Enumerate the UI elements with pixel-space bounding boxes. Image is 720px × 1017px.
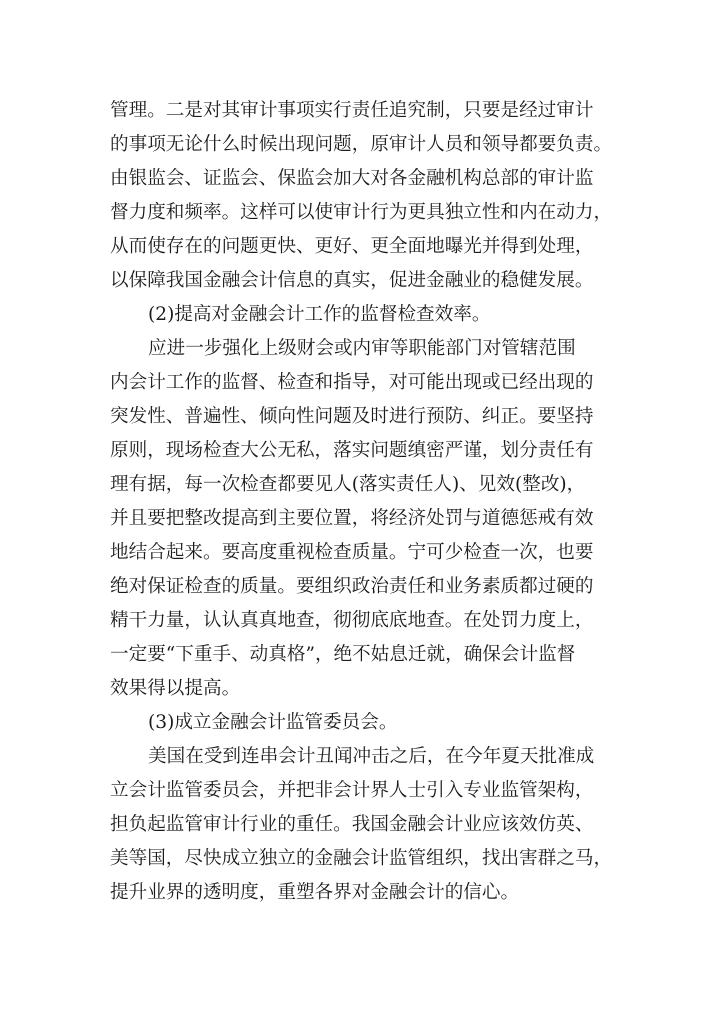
section-heading-3: (3)成立金融会计监管委员会。	[148, 712, 398, 733]
paragraph-line: 管理。二是对其审计事项实行责任追究制，只要是经过审计	[110, 100, 594, 121]
paragraph-line: 的事项无论什么时候出现问题，原审计人员和领导都要负责。	[110, 134, 613, 155]
paragraph-line: 美国在受到连串会计丑闻冲击之后，在今年夏天批准成	[148, 746, 595, 767]
paragraph-line: 美等国，尽快成立独立的金融会计监管组织，找出害群之马，	[110, 848, 613, 869]
paragraph-line: 以保障我国金融会计信息的真实，促进金融业的稳健发展。	[110, 270, 594, 291]
paragraph-line: 提升业界的透明度，重塑各界对金融会计的信心。	[110, 882, 520, 903]
paragraph-line: 并且要把整改提高到主要位置，将经济处罚与道德惩戒有效	[110, 508, 594, 529]
paragraph-line: 应进一步强化上级财会或内审等职能部门对管辖范围	[148, 338, 576, 359]
paragraph-line: 内会计工作的监督、检查和指导，对可能出现或已经出现的	[110, 372, 594, 393]
paragraph-line: 地结合起来。要高度重视检查质量。宁可少检查一次，也要	[110, 542, 594, 563]
paragraph-line: 立会计监管委员会，并把非会计界人士引入专业监管架构，	[110, 780, 594, 801]
paragraph-line: 效果得以提高。	[110, 678, 241, 699]
paragraph-line: 一定要“下重手、动真格”，绝不姑息迁就，确保会计监督	[110, 644, 576, 665]
paragraph-line: 精干力量，认认真真地查，彻彻底底地查。在处罚力度上，	[110, 610, 594, 631]
paragraph-line: 由银监会、证监会、保监会加大对各金融机构总部的审计监	[110, 168, 594, 189]
paragraph-line: 原则，现场检查大公无私，落实问题缜密严谨，划分责任有	[110, 440, 594, 461]
paragraph-line: 督力度和频率。这样可以使审计行为更具独立性和内在动力，	[110, 202, 613, 223]
paragraph-line: 担负起监管审计行业的重任。我国金融会计业应该效仿英、	[110, 814, 594, 835]
paragraph-line: 理有据，每一次检查都要见人(落实责任人)、见效(整改)，	[110, 474, 586, 495]
paragraph-line: 突发性、普遍性、倾向性问题及时进行预防、纠正。要坚持	[110, 406, 594, 427]
paragraph-line: 绝对保证检查的质量。要组织政治责任和业务素质都过硬的	[110, 576, 594, 597]
paragraph-line: 从而使存在的问题更快、更好、更全面地曝光并得到处理，	[110, 236, 594, 257]
section-heading-2: (2)提高对金融会计工作的监督检查效率。	[148, 304, 491, 325]
